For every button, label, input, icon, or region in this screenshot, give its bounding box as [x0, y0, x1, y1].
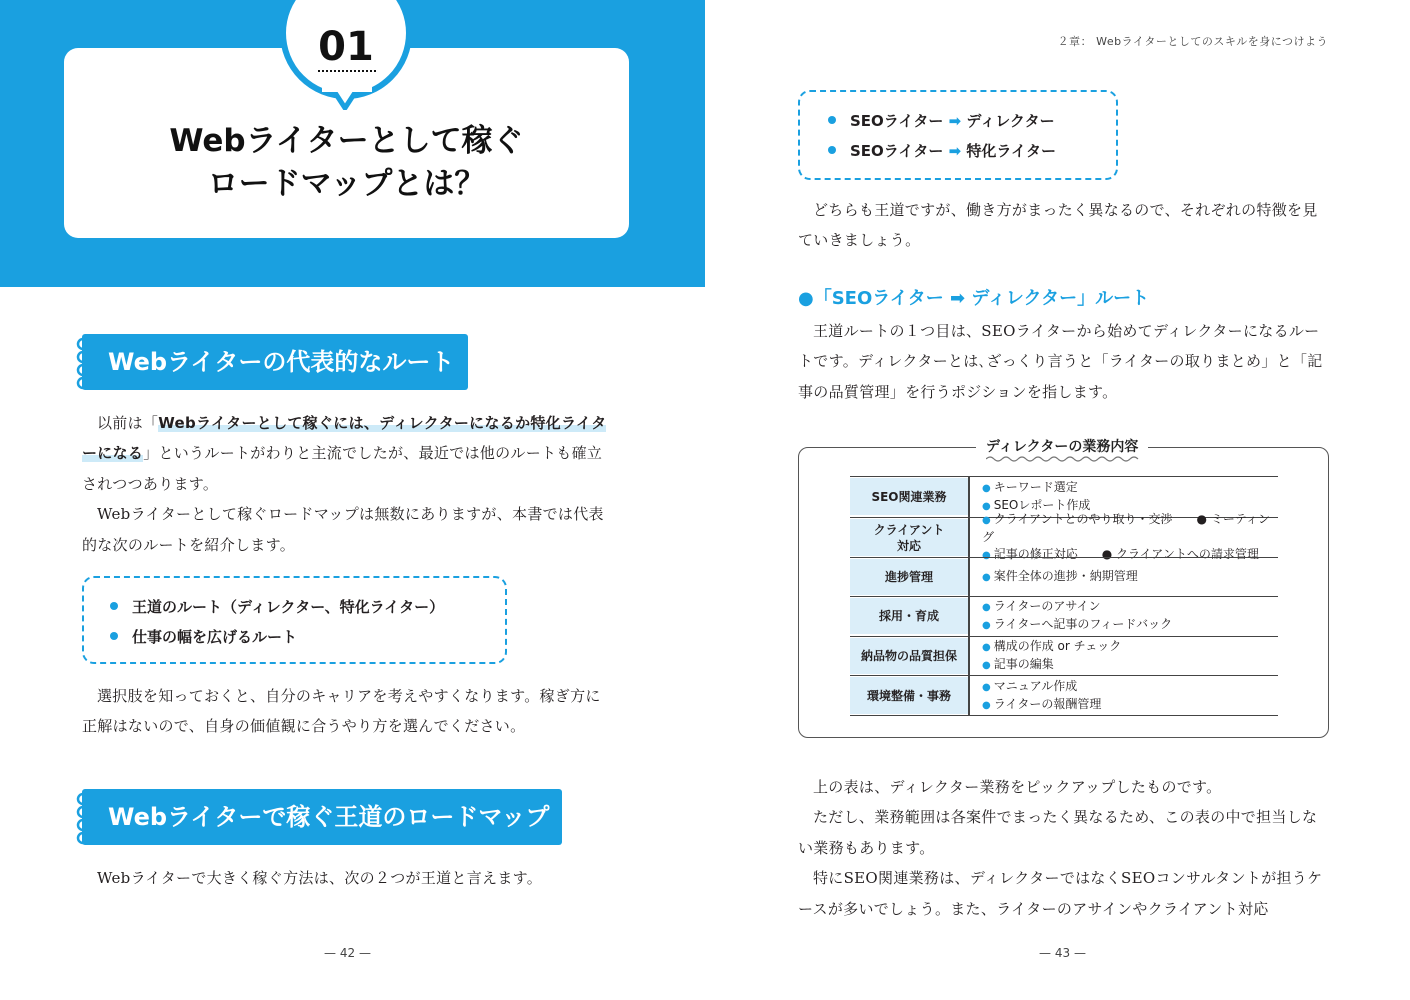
highlight-text: Webライターとして稼ぐには、ディレクターになるか特化ライターになる: [82, 414, 607, 463]
table-rule: [850, 675, 1278, 676]
wavy-underline-icon: [986, 455, 1142, 463]
right-arrow-icon: ➡: [948, 142, 962, 160]
table-rule: [850, 715, 1278, 716]
binder-rings-icon: [75, 789, 97, 845]
roadmap-paragraph: Webライターで大きく稼ぐ方法は、次の２つが王道と言えます。: [97, 869, 543, 887]
table-title: ディレクターの業務内容: [976, 436, 1148, 456]
running-head: ２章： Webライターとしてのスキルを身につけよう: [1057, 35, 1328, 48]
intro-paragraph: 以前は「Webライターとして稼ぐには、ディレクターになるか特化ライターになる」というルートがわりと主流でしたが、最近では他のルートも確立されつつあります。 Webライターとして稼ぐロードマップは無数にありますが、本書では代表的な次のルートを紹介します。: [82, 414, 607, 554]
table-row: SEO関連業務 ● キーワード選定 ● SEOレポート作成: [850, 478, 1278, 515]
table-divider: [968, 476, 970, 716]
list-item: 仕事の幅を広げるルート: [110, 622, 444, 652]
table-row: 納品物の品質担保 ● 構成の作成 or チェック ● 記事の編集: [850, 638, 1278, 674]
right-arrow-icon: ➡: [948, 112, 962, 130]
choice-paragraph: 選択肢を知っておくと、自分のキャリアを考えやすくなります。稼ぎ方に正解はないので、自身の価値観に合うやり方を選んでください。: [82, 687, 601, 736]
chapter-number: 01: [318, 24, 374, 70]
table-row: 環境整備・事務 ● マニュアル作成 ● ライターの報酬管理: [850, 677, 1278, 714]
sub-heading: ●「SEOライター ➡ ディレクター」ルート: [798, 288, 1150, 309]
table-row: 採用・育成 ● ライターのアサイン ● ライターへ記事のフィードバック: [850, 598, 1278, 634]
page-number-left: — 42 —: [324, 946, 371, 960]
table-row: クライアント 対応 ● クライアントとのやり取り・交渉 ● ミーティング ● 記事の修正対応 ● クライアントへの請求管理: [850, 519, 1278, 556]
section-heading-1: Webライターの代表的なルート: [82, 334, 468, 390]
table-rule: [850, 596, 1278, 597]
binder-rings-icon: [75, 334, 97, 390]
table-notes: 上の表は、ディレクター業務をピックアップしたものです。 ただし、業務範囲は各案件でまったく異なるため、この表の中で担当しない業務もあります。 特にSEO関連業務は、ディレクターではなくSEOコンサルタントが担うケースが多いでしょう。また、ライターのアサインやクライアント対応: [798, 778, 1323, 918]
route-list-box: [82, 576, 507, 664]
director-paragraph: 王道ルートの１つ目は、SEOライターから始めてディレクターになるルートです。ディレクターとは､ざっくり言うと「ライターの取りまとめ」と「記事の品質管理」を行うポジションを指します。: [798, 322, 1323, 401]
table-rule: [850, 476, 1278, 477]
list-item: SEOライター ➡ ディレクター: [828, 106, 1056, 136]
both-routes-paragraph: どちらも王道ですが、働き方がまったく異なるので、それぞれの特徴を見ていきましょう。: [798, 201, 1318, 250]
route-box: [798, 90, 1118, 180]
list-item: 王道のルート（ディレクター、特化ライター）: [110, 592, 444, 622]
list-item: SEOライター ➡ 特化ライター: [828, 136, 1056, 166]
table-rule: [850, 557, 1278, 558]
table-row: 進捗管理 ● 案件全体の進捗・納期管理: [850, 559, 1278, 595]
section-heading-2: Webライターで稼ぐ王道のロードマップ: [82, 789, 562, 845]
table-rule: [850, 636, 1278, 637]
chapter-underline: [318, 70, 376, 72]
page-number-right: — 43 —: [1039, 946, 1086, 960]
page-title: Webライターとして稼ぐ ロードマップとは？: [169, 123, 524, 202]
